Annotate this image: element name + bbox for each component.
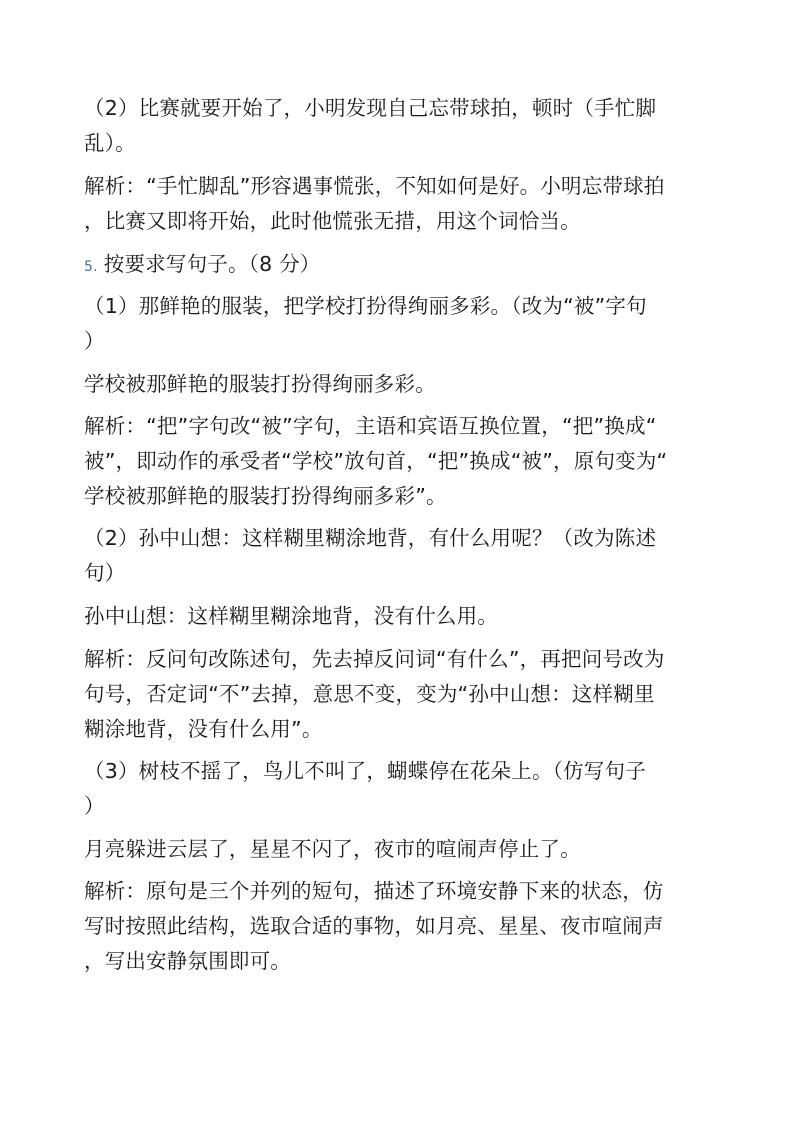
text-line: 写时按照此结构，选取合适的事物，如月亮、星星、夜市喧闹声 <box>84 914 664 938</box>
text-line: （3）树枝不摇了，鸟儿不叫了，蝴蝶停在花朵上。（仿写句子 <box>84 759 646 783</box>
question-text: 按要求写句子。（8 分） <box>103 252 321 276</box>
text-line: 解析：反问句改陈述句，先去掉反问词“有什么”，再把问号改为 <box>84 647 665 671</box>
question-heading <box>84 250 320 281</box>
text-line: 学校被那鲜艳的服装打扮得绚丽多彩”。 <box>84 484 447 508</box>
text-line: （2）比赛就要开始了，小明发现自己忘带球拍，顿时（手忙脚 <box>84 96 657 120</box>
text-line: ） <box>84 329 105 353</box>
text-line: 解析：“手忙脚乱”形容遇事慌张，不知如何是好。小明忘带球拍 <box>84 174 665 198</box>
text-line: 被”，即动作的承受者“学校”放句首，“把”换成“被”，原句变为“ <box>84 449 668 473</box>
text-line: 乱）。 <box>84 131 136 155</box>
answer-line: 孙中山想：这样糊里糊涂地背，没有什么用。 <box>84 604 498 628</box>
text-line: 句号，否定词“不”去掉，意思不变，变为“孙中山想：这样糊里 <box>84 682 655 706</box>
text-line: 糊涂地背，没有什么用”。 <box>84 717 323 741</box>
text-line: ，写出安静氛围即可。 <box>84 949 291 973</box>
question-number: 5. <box>84 259 98 275</box>
answer-line: 学校被那鲜艳的服装打扮得绚丽多彩。 <box>84 372 436 396</box>
text-line: 解析：“把”字句改“被”字句，主语和宾语互换位置，“把”换成“ <box>84 414 657 438</box>
text-line: ） <box>84 794 105 818</box>
text-line: 解析：原句是三个并列的短句，描述了环境安静下来的状态，仿 <box>84 879 664 903</box>
text-line: （2）孙中山想：这样糊里糊涂地背，有什么用呢？（改为陈述 <box>84 526 657 550</box>
text-line: ，比赛又即将开始，此时他慌张无措，用这个词恰当。 <box>84 209 581 233</box>
answer-line: 月亮躲进云层了，星星不闪了，夜市的喧闹声停止了。 <box>84 837 581 861</box>
text-line: （1）那鲜艳的服装，把学校打扮得绚丽多彩。（改为“被”字句 <box>84 294 647 318</box>
text-line: 句） <box>84 561 126 585</box>
